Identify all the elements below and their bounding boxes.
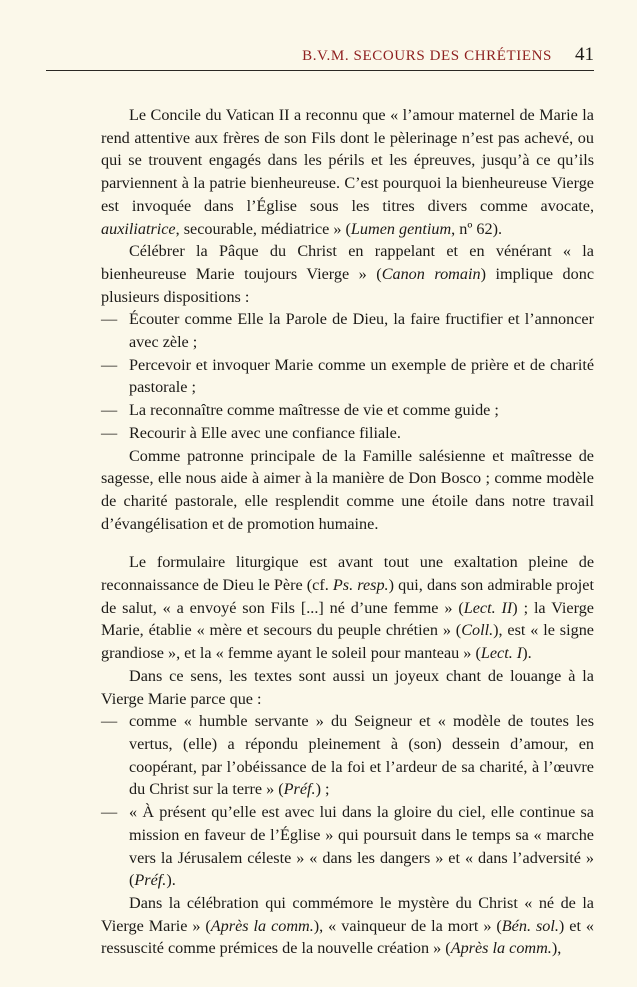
dash-list-item: — Écouter comme Elle la Parole de Dieu, la faire fructifier et l’annoncer avec zèle ;	[101, 308, 594, 353]
paragraph: Le Concile du Vatican II a reconnu que « l’amour maternel de Marie la rend attentive aux frères de son Fils dont le pèlerinage n’est pas achevé, ou qui se trouvent engagés dans les périls et les épreuves, jusqu’à ce qu’ils parviennent à la patrie bienheureuse. C’est pourquoi la bienheureuse Vierge est invoquée dans l’Église sous les titres divers comme avocate, auxiliatrice, secourable, médiatrice » (Lumen gentium, nº 62).	[101, 106, 594, 238]
paragraph: Dans la célébration qui commémore le mystère du Christ « né de la Vierge Marie » (Après la comm.), « vainqueur de la mort » (Bén. sol.) et « ressuscité comme prémices de la nouvelle création » (Après la comm.),	[101, 893, 594, 958]
page-number: 41	[575, 44, 594, 65]
dash-list-item: — « À présent qu’elle est avec lui dans la gloire du ciel, elle continue sa mission en faveur de l’Église » qui poursuit dans le temps sa « marche vers la Jérusalem céleste » « dans les dangers » et « dans l’adversité » (Préf.).	[101, 801, 594, 892]
paragraph: Le formulaire liturgique est avant tout une exaltation pleine de reconnaissance de Dieu le Père (cf. Ps. resp.) qui, dans son admirable projet de salut, « a envoyé son Fils [...] né d’une femme » (Lect. II) ; la Vierge Marie, établie « mère et secours du peuple chrétien » (Coll.), est « le signe grandiose », et la « femme ayant le soleil pour manteau » (Lect. I).	[101, 553, 594, 663]
body-text	[101, 104, 594, 960]
dash-list-item: — comme « humble servante » du Seigneur et « modèle de toutes les vertus, (elle) a répondu pleinement à (son) dessein d’amour, en coopérant, par l’obéissance de la foi et l’ardeur de sa charité, à l’œuvre du Christ sur la terre » (Préf.) ;	[101, 710, 594, 801]
dash-list-item: — Percevoir et invoquer Marie comme un exemple de prière et de charité pastorale ;	[101, 354, 594, 399]
paragraph: Dans ce sens, les textes sont aussi un joyeux chant de louange à la Vierge Marie parce que :	[101, 666, 594, 708]
dash-list-item: — Recourir à Elle avec une confiance filiale.	[101, 422, 594, 445]
paragraph: Comme patronne principale de la Famille salésienne et maîtresse de sagesse, elle nous aide à aimer à la manière de Don Bosco ; comme modèle de charité pastorale, elle resplendit comme une étoile dans notre travail d’évangélisation et de promotion humaine.	[101, 446, 594, 533]
paragraph: Célébrer la Pâque du Christ en rappelant et en vénérant « la bienheureuse Marie toujours Vierge » (Canon romain) implique donc plusieurs dispositions :	[101, 242, 595, 306]
dash-list-item: — La reconnaître comme maîtresse de vie et comme guide ;	[101, 399, 594, 422]
running-title: B.V.M. SECOURS DES CHRÉTIENS	[302, 48, 552, 64]
running-header	[46, 44, 594, 71]
